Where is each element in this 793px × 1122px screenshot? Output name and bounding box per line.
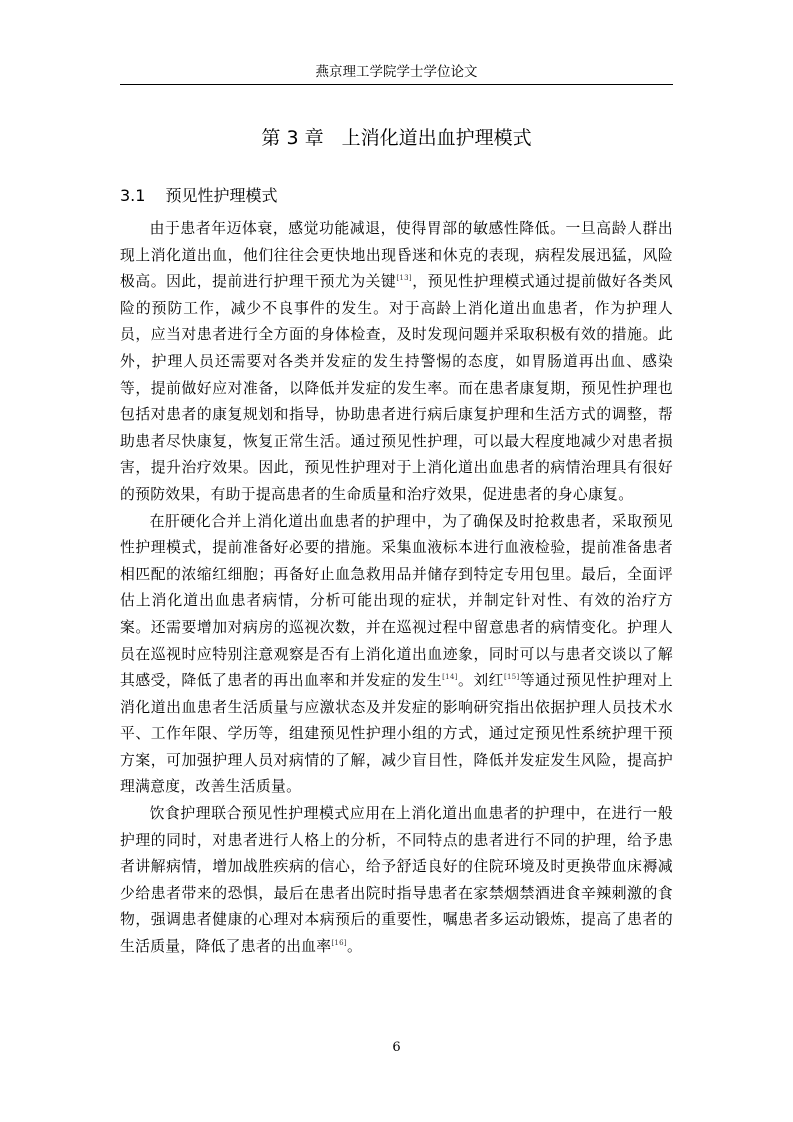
citation-14: [14] [442, 673, 458, 682]
paragraph-2-text-b: 。刘红 [457, 672, 504, 690]
section-title: 预见性护理模式 [165, 186, 278, 205]
header-rule [120, 84, 673, 85]
paragraph-2 [120, 509, 673, 802]
section-heading [120, 184, 277, 208]
chapter-number: 第 3 章 [261, 127, 324, 149]
paragraph-3 [120, 801, 673, 961]
paragraph-1-text-b: ，预见性护理模式通过提前做好各类风险的预防工作，减少不良事件的发生。对于高龄上消化道出血患者，作为护理人员，应当对患者进行全方面的身体检查，及时发现问题并采取积极有效的措施。此外，护理人员还需要对各类并发症的发生持警惕的态度，如胃肠道再出血、感染等，提前做好应对准备，以降低并发症的发生率。而在患者康复期，预见性护理也包括对患者的康复规划和指导，协助患者进行病后康复护理和生活方式的调整，帮助患者尽快康复，恢复正常生活。通过预见性护理，可以最大程度地减少对患者损害，提升治疗效果。因此，预见性护理对于上消化道出血患者的病情治理具有很好的预防效果，有助于提高患者的生命质量和治疗效果，促进患者的身心康复。 [120, 273, 673, 503]
paragraph-2-text-a: 在肝硬化合并上消化道出血患者的护理中，为了确保及时抢救患者，采取预见性护理模式，提前准备好必要的措施。采集血液标本进行血液检验，提前准备患者相匹配的浓缩红细胞；再备好止血急救用品并储存到特定专用包里。最后，全面评估上消化道出血患者病情，分析可能出现的症状，并制定针对性、有效的治疗方案。还需要增加对病房的巡视次数，并在巡视过程中留意患者的病情变化。护理人员在巡视时应特别注意观察是否有上消化道出血迹象，同时可以与患者交谈以了解其感受，降低了患者的再出血率和并发症的发生 [120, 512, 673, 690]
paragraph-3-text-b: 。 [346, 938, 363, 956]
citation-16: [16] [331, 939, 347, 948]
page-number: 6 [392, 1040, 401, 1055]
running-header: 燕京理工学院学士学位论文 [315, 64, 478, 80]
citation-15: [15] [504, 673, 520, 682]
citation-13: [13] [396, 274, 412, 283]
paragraph-3-text-a: 饮食护理联合预见性护理模式应用在上消化道出血患者的护理中，在进行一般护理的同时，对患者进行人格上的分析，不同特点的患者进行不同的护理，给予患者讲解病情，增加战胜疾病的信心，给予舒适良好的住院环境及时更换带血床褥减少给患者带来的恐惧，最后在患者出院时指导患者在家禁烟禁酒进食辛辣刺激的食物，强调患者健康的心理对本病预后的重要性，嘱患者多运动锻炼，提高了患者的生活质量，降低了患者的出血率 [120, 805, 673, 956]
chapter-title-text: 上消化道出血护理模式 [341, 127, 532, 149]
section-number: 3.1 [120, 186, 146, 205]
paragraph-2-text-c: 等通过预见性护理对上消化道出血患者生活质量与应激状态及并发症的影响研究指出依据护理人员技术水平、工作年限、学历等，组建预见性护理小组的方式，通过定预见性系统护理干预方案，可加强护理人员对病情的了解，减少盲目性，降低并发症发生风险，提高护理满意度，改善生活质量。 [120, 672, 673, 796]
chapter-title [120, 124, 673, 152]
paragraph-1-text-a: 由于患者年迈体衰，感觉功能减退，使得胃部的敏感性降低。一旦高龄人群出现上消化道出血，他们往往会更快地出现昏迷和休克的表现，病程发展迅猛，风险极高。因此，提前进行护理干预尤为关键 [120, 220, 673, 291]
body-text [120, 216, 673, 961]
paragraph-1 [120, 216, 673, 509]
